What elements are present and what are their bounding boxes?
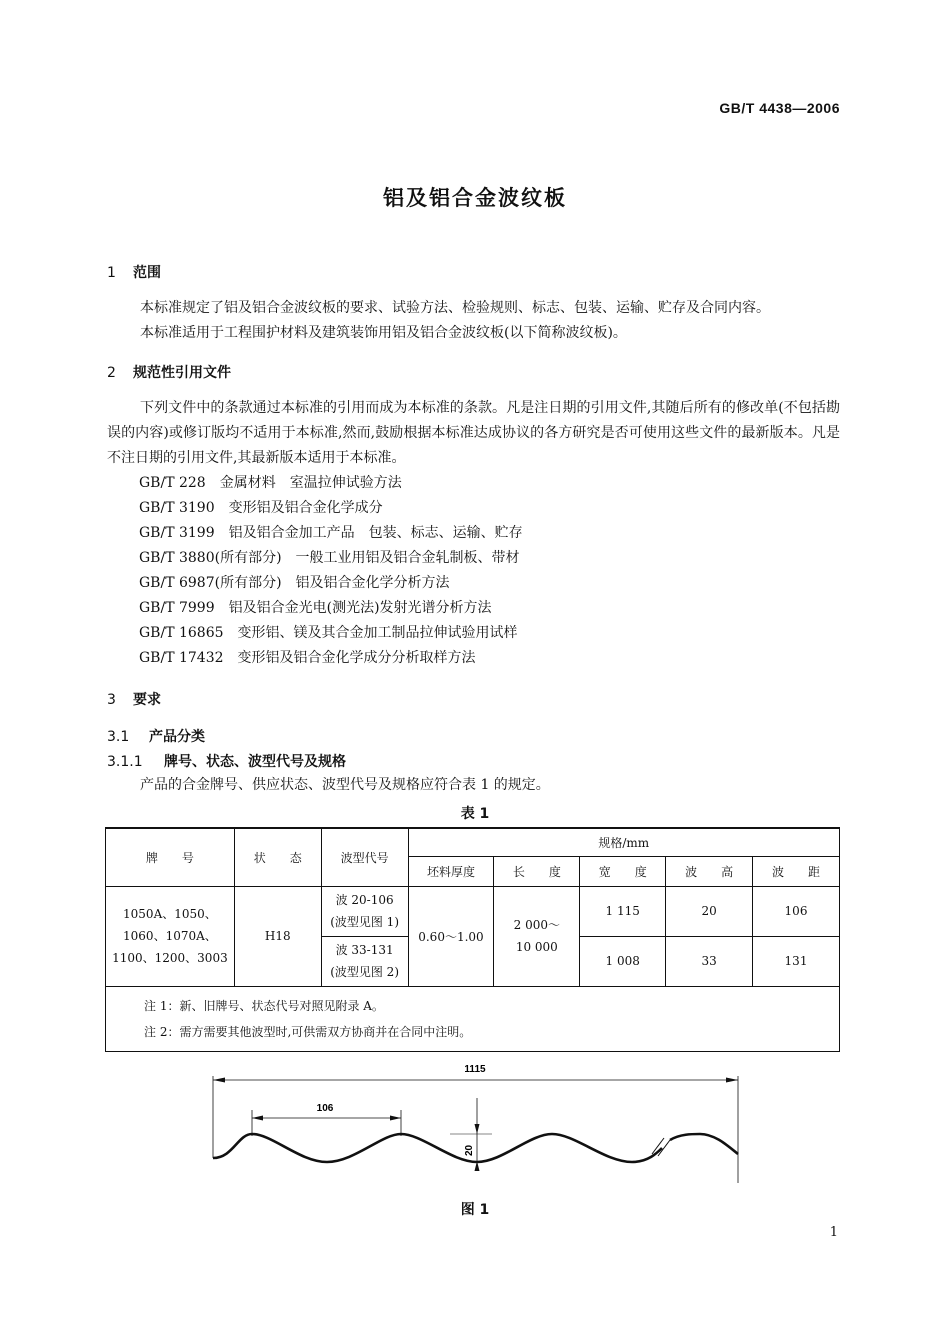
cell-temper: H18 xyxy=(234,886,321,986)
section-3-1-1-paragraph: 产品的合金牌号、供应状态、波型代号及规格应符合表 1 的规定。 xyxy=(140,777,550,793)
section-number: 3.1.1 xyxy=(107,754,143,770)
wave-code-line: 波 33-131 xyxy=(335,943,394,957)
page-number: 1 xyxy=(829,1225,838,1240)
arrow-head xyxy=(475,1124,480,1134)
cell-wave-height: 33 xyxy=(666,936,753,986)
length-line: 2 000～ xyxy=(513,918,560,932)
section-number: 1 xyxy=(107,265,116,281)
section-number: 3.1 xyxy=(107,729,130,745)
section-3-heading xyxy=(107,689,161,709)
arrow-head xyxy=(390,1116,401,1121)
header-wave-height: 波 高 xyxy=(666,856,753,886)
reference-item: GB/T 3880(所有部分) 一般工业用铝及铝合金轧制板、带材 xyxy=(139,550,520,566)
section-2-paragraph-1: 下列文件中的条款通过本标准的引用而成为本标准的条款。凡是注日期的引用文件,其随后所有的修改单(不包括勘误的内容)或修订版均不适用于本标准,然而,鼓励根据本标准达成协议的各方研究是否可使用这些文件的最新版本。凡是不注日期的引用文件,其最新版本适用于本标准。 xyxy=(107,400,840,466)
section-1-paragraph-1: 本标准规定了铝及铝合金波纹板的要求、试验方法、检验规则、标志、包装、运输、贮存及合同内容。 xyxy=(140,300,770,316)
section-1-paragraph-2: 本标准适用于工程围护材料及建筑装饰用铝及铝合金波纹板(以下简称波纹板)。 xyxy=(140,325,627,341)
header-thickness: 坯料厚度 xyxy=(408,856,494,886)
cell-wave-pitch: 131 xyxy=(753,936,840,986)
figure-caption: 图 1 xyxy=(460,1202,490,1218)
header-spec-group: 规格/mm xyxy=(408,828,839,856)
section-title: 牌号、状态、波型代号及规格 xyxy=(164,754,346,770)
wave-profile-line xyxy=(213,1134,662,1162)
reference-item: GB/T 6987(所有部分) 铝及铝合金化学分析方法 xyxy=(139,575,450,591)
section-title: 范围 xyxy=(133,265,161,281)
dim-label-pitch: 106 xyxy=(316,1103,334,1114)
reference-item: GB/T 16865 变形铝、镁及其合金加工制品拉伸试验用试样 xyxy=(139,625,518,641)
wave-code-line: (波型见图 1) xyxy=(330,915,400,929)
section-number: 3 xyxy=(107,692,116,708)
cell-grade xyxy=(106,886,235,986)
spec-table xyxy=(105,827,840,1052)
section-title: 产品分类 xyxy=(149,729,205,745)
cell-thickness: 0.60～1.00 xyxy=(408,886,494,986)
reference-item: GB/T 7999 铝及铝合金光电(测光法)发射光谱分析方法 xyxy=(139,600,492,616)
cell-width: 1 008 xyxy=(580,936,666,986)
cell-length xyxy=(494,886,580,986)
arrow-head xyxy=(726,1078,738,1083)
reference-item: GB/T 17432 变形铝及铝合金化学成分分析取样方法 xyxy=(139,650,476,666)
arrow-head xyxy=(213,1078,225,1083)
wave-profile-line xyxy=(670,1134,738,1154)
grade-line: 1050A、1050、 xyxy=(123,907,217,921)
cell-wave-code xyxy=(321,936,408,986)
header-wave-code: 波型代号 xyxy=(321,828,408,886)
table-note: 注 2：需方需要其他波型时,可供需双方协商并在合同中注明。 xyxy=(144,1024,472,1039)
wave-profile-figure xyxy=(200,1058,760,1188)
length-line: 10 000 xyxy=(515,940,558,954)
reference-item: GB/T 228 金属材料 室温拉伸试验方法 xyxy=(139,475,402,491)
cell-wave-code xyxy=(321,886,408,936)
wave-code-line: 波 20-106 xyxy=(335,893,394,907)
section-1-heading xyxy=(107,262,161,282)
header-width: 宽 度 xyxy=(580,856,666,886)
cell-width: 1 115 xyxy=(580,886,666,936)
header-temper: 状 态 xyxy=(234,828,321,886)
section-title: 要求 xyxy=(133,692,161,708)
table-note: 注 1：新、旧牌号、状态代号对照见附录 A。 xyxy=(144,998,384,1013)
section-3-1-1-heading xyxy=(107,751,346,771)
wave-code-line: (波型见图 2) xyxy=(330,965,400,979)
table-notes xyxy=(106,986,840,1051)
arrow-head xyxy=(252,1116,263,1121)
cell-wave-height: 20 xyxy=(666,886,753,936)
dim-label-total: 1115 xyxy=(464,1064,486,1075)
reference-item: GB/T 3190 变形铝及铝合金化学成分 xyxy=(139,500,383,516)
cell-wave-pitch: 106 xyxy=(753,886,840,936)
document-title: 铝及铝合金波纹板 xyxy=(383,186,567,210)
header-grade: 牌 号 xyxy=(106,828,235,886)
section-title: 规范性引用文件 xyxy=(133,365,231,381)
header-wave-pitch: 波 距 xyxy=(753,856,840,886)
reference-item: GB/T 3199 铝及铝合金加工产品 包装、标志、运输、贮存 xyxy=(139,525,523,541)
section-3-1-heading xyxy=(107,726,205,746)
section-number: 2 xyxy=(107,365,116,381)
table-caption: 表 1 xyxy=(460,806,490,822)
section-2-heading xyxy=(107,362,231,382)
dim-label-height: 20 xyxy=(464,1144,475,1156)
break-mark xyxy=(658,1140,670,1156)
grade-line: 1100、1200、3003 xyxy=(112,951,228,965)
header-length: 长 度 xyxy=(494,856,580,886)
grade-line: 1060、1070A、 xyxy=(123,929,217,943)
standard-number: GB/T 4438—2006 xyxy=(719,100,840,116)
